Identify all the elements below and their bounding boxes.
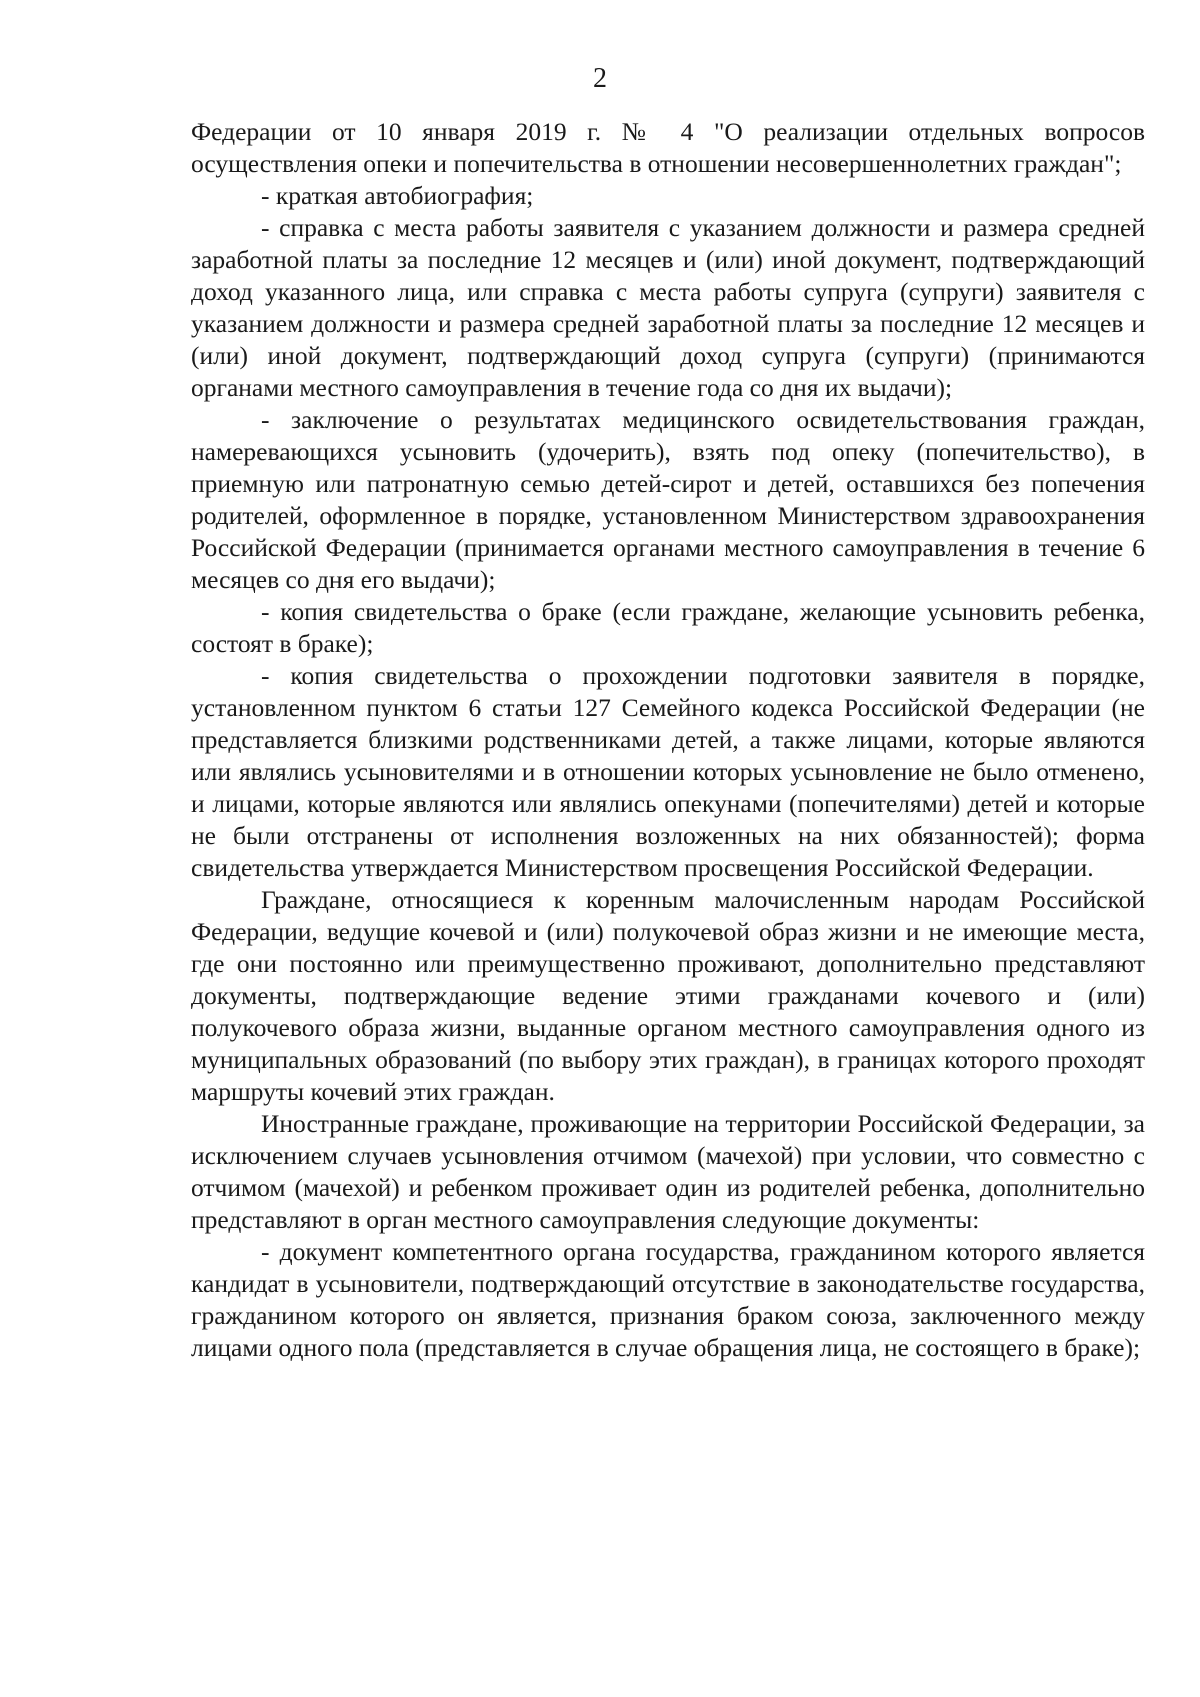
page-number: 2 <box>593 63 607 94</box>
paragraph-continuation: Федерации от 10 января 2019 г. № 4 "О реализации отдельных вопросов осуществления опеки и попечительства в отношении несовершеннолетних граждан"; <box>191 117 1145 178</box>
list-item-income-certificate: - справка с места работы заявителя с указанием должности и размера средней заработной платы за последние 12 месяцев и (или) иной документ, подтверждающий доход указанного лица, или справка с места работы супруга (супруги) заявителя с указанием должности и размера средней заработной платы за последние 12 месяцев и (или) иной документ, подтверждающий доход супруга (супруги) (принимаются органами местного самоуправления в течение года со дня их выдачи); <box>191 213 1145 402</box>
document-body <box>191 116 1145 1364</box>
list-item-autobiography: - краткая автобиография; <box>261 181 534 210</box>
list-item-marriage-certificate: - копия свидетельства о браке (если граждане, желающие усыновить ребенка, состоят в браке); <box>191 597 1145 658</box>
paragraph-indigenous-citizens: Граждане, относящиеся к коренным малочисленным народам Российской Федерации, ведущие кочевой и (или) полукочевой образ жизни и не имеющие места, где они постоянно или преимущественно проживают, дополнительно представляют документы, подтверждающие ведение этими гражданами кочевого и (или) полукочевого образа жизни, выданные органом местного самоуправления одного из муниципальных образований (по выбору этих граждан), в границах которого проходят маршруты кочевий этих граждан. <box>191 885 1145 1106</box>
list-item-competent-authority-document: - документ компетентного органа государства, гражданином которого является кандидат в усыновители, подтверждающий отсутствие в законодательстве государства, гражданином которого он является, признания браком союза, заключенного между лицами одного пола (представляется в случае обращения лица, не состоящего в браке); <box>191 1237 1145 1362</box>
paragraph-foreign-citizens: Иностранные граждане, проживающие на территории Российской Федерации, за исключением случаев усыновления отчимом (мачехой) при условии, что совместно с отчимом (мачехой) и ребенком проживает один из родителей ребенка, дополнительно представляют в орган местного самоуправления следующие документы: <box>191 1109 1145 1234</box>
list-item-training-certificate: - копия свидетельства о прохождении подготовки заявителя в порядке, установленном пунктом 6 статьи 127 Семейного кодекса Российской Федерации (не представляется близкими родственниками детей, а также лицами, которые являются или являлись усыновителями и в отношении которых усыновление не было отменено, и лицами, которые являются или являлись опекунами (попечителями) детей и которые не были отстранены от исполнения возложенных на них обязанностей); форма свидетельства утверждается Министерством просвещения Российской Федерации. <box>191 661 1145 882</box>
list-item-medical-conclusion: - заключение о результатах медицинского освидетельствования граждан, намеревающихся усыновить (удочерить), взять под опеку (попечительство), в приемную или патронатную семью детей-сирот и детей, оставшихся без попечения родителей, оформленное в порядке, установленном Министерством здравоохранения Российской Федерации (принимается органами местного самоуправления в течение 6 месяцев со дня его выдачи); <box>191 405 1145 594</box>
